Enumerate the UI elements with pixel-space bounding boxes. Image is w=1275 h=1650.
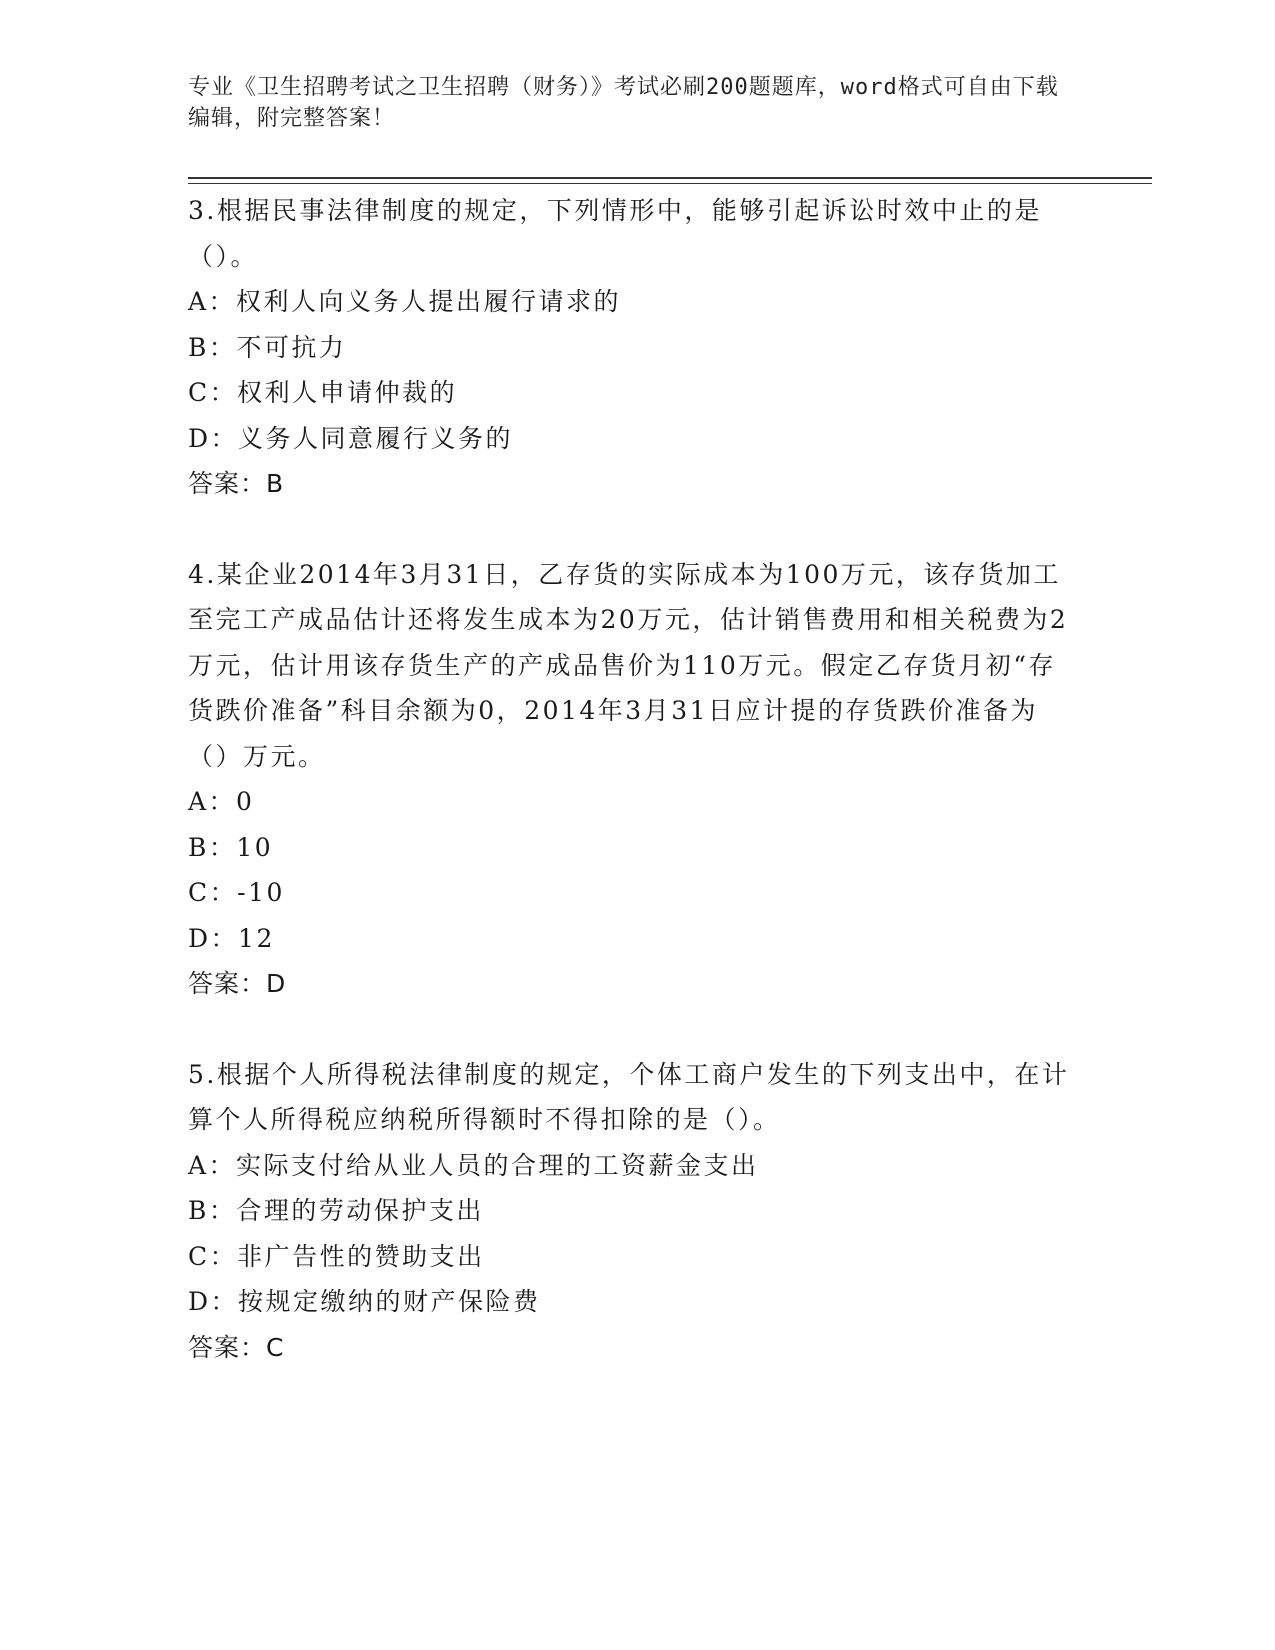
option-d: D：按规定缴纳的财产保险费	[188, 1287, 541, 1316]
option-a: A：权利人向义务人提出履行请求的	[188, 287, 622, 316]
option-c: C：非广告性的赞助支出	[188, 1241, 485, 1271]
question-gap	[188, 1007, 1078, 1052]
question-stem: 4.某企业2014年3月31日，乙存货的实际成本为100万元，该存货加工至完工产成品估计还将发生成本为20万元，估计销售费用和相关税费为2万元，估计用该存货生产的产成品售价为110万元。假定乙存货月初“存货跌价准备”科目余额为0，2014年3月31日应计提的存货跌价准备为（）万元。	[188, 559, 1069, 771]
option-b: B：不可抗力	[188, 332, 347, 362]
option-a: A：0	[188, 787, 255, 816]
question-4	[188, 552, 1078, 1007]
question-stem: 3.根据民事法律制度的规定，下列情形中，能够引起诉讼时效中止的是（）。	[188, 196, 1042, 271]
option-c: C：-10	[188, 878, 285, 907]
answer-line: 答案：B	[188, 469, 285, 498]
header-rule-thin	[188, 183, 1152, 184]
option-c: C：权利人申请仲裁的	[188, 378, 458, 407]
option-d: D：12	[188, 923, 275, 953]
question-stem: 5.根据个人所得税法律制度的规定，个体工商户发生的下列支出中，在计算个人所得税应纳税所得额时不得扣除的是（）。	[188, 1059, 1070, 1134]
question-5	[188, 1052, 1078, 1371]
header-rule-thick	[188, 177, 1152, 179]
question-gap	[188, 507, 1078, 552]
question-list	[188, 188, 1078, 1370]
document-header: 专业《卫生招聘考试之卫生招聘（财务）》考试必刷200题题库，word格式可自由下载编辑，附完整答案！	[188, 75, 1059, 131]
option-b: B：合理的劳动保护支出	[188, 1196, 484, 1225]
option-d: D：义务人同意履行义务的	[188, 423, 514, 453]
answer-line: 答案：C	[188, 1332, 285, 1362]
question-3	[188, 188, 1078, 507]
option-a: A：实际支付给从业人员的合理的工资薪金支出	[188, 1150, 759, 1180]
answer-line: 答案：D	[188, 969, 287, 998]
option-b: B：10	[188, 832, 274, 862]
